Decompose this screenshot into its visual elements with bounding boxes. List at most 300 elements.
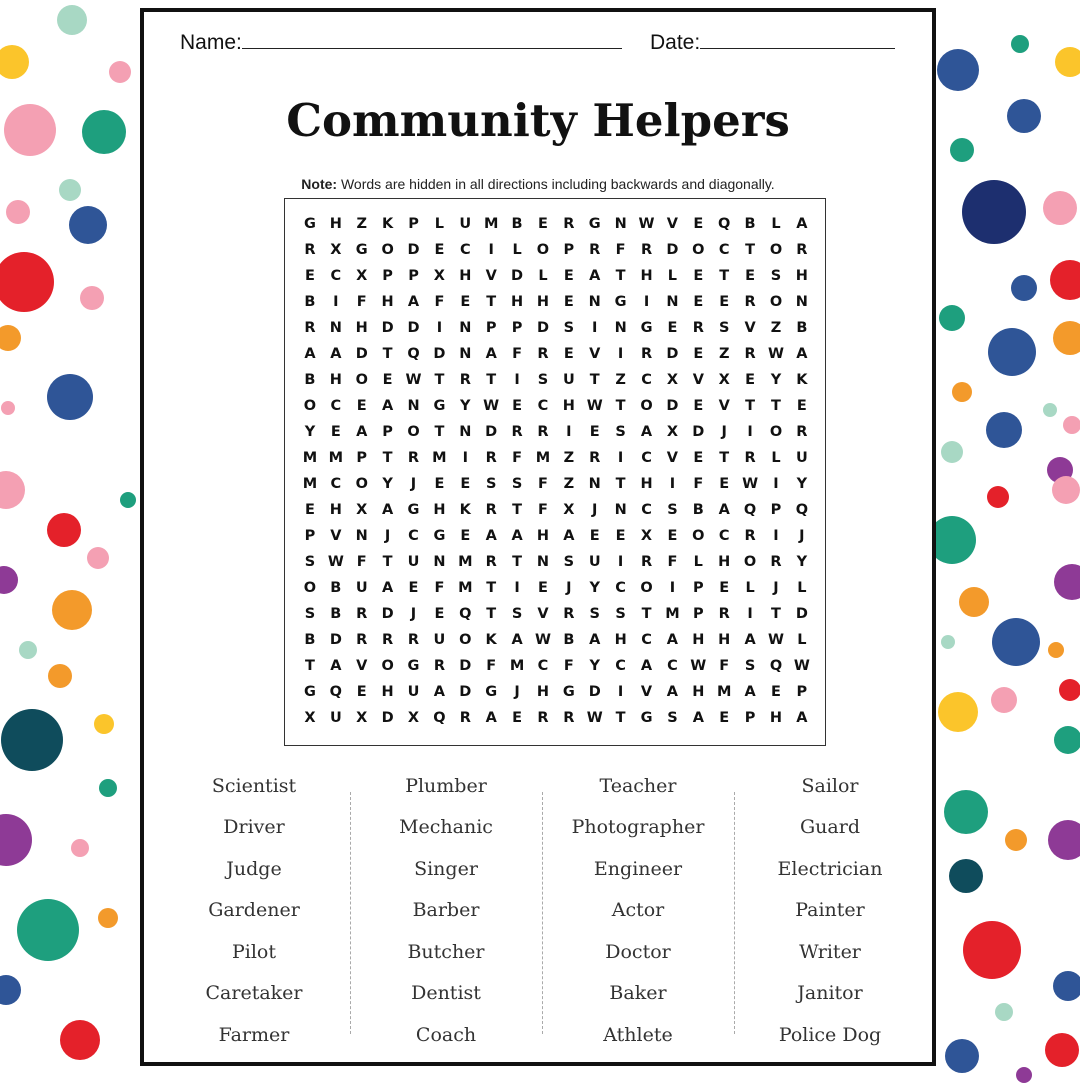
grid-letter: D	[407, 320, 420, 336]
grid-letter: T	[589, 372, 600, 388]
grid-letter: Y	[460, 398, 471, 414]
grid-letter: C	[641, 372, 652, 388]
grid-letter: W	[793, 658, 810, 674]
grid-letter: T	[771, 606, 781, 622]
grid-letter: Q	[743, 502, 757, 518]
word-list-item: Doctor	[605, 940, 671, 963]
grid-letter: A	[511, 528, 523, 544]
decorative-dot	[944, 790, 988, 834]
word-list-item: Janitor	[797, 982, 863, 1005]
grid-letter: H	[536, 294, 550, 310]
grid-letter: U	[407, 554, 420, 570]
grid-letter: Q	[769, 658, 783, 674]
grid-letter: P	[770, 502, 782, 518]
grid-letter: T	[512, 502, 523, 518]
grid-letter: F	[434, 294, 445, 310]
decorative-dot	[59, 179, 81, 201]
grid-letter: X	[563, 502, 575, 518]
grid-letter: E	[356, 684, 367, 700]
grid-letter: X	[718, 372, 730, 388]
grid-letter: R	[304, 320, 316, 336]
grid-letter: I	[514, 372, 520, 388]
grid-letter: F	[693, 476, 704, 492]
grid-letter: Q	[795, 502, 809, 518]
grid-letter: A	[640, 658, 653, 674]
word-list-item: Engineer	[593, 857, 683, 880]
word-list-item: Caretaker	[205, 982, 303, 1005]
grid-letter: N	[666, 294, 679, 310]
grid-letter: S	[589, 606, 600, 622]
grid-letter: K	[381, 216, 394, 232]
grid-letter: S	[485, 476, 497, 492]
grid-letter: N	[588, 476, 601, 492]
grid-letter: F	[356, 294, 367, 310]
grid-letter: E	[356, 398, 367, 414]
decorative-dot	[80, 286, 104, 310]
decorative-dot	[988, 328, 1036, 376]
grid-letter: N	[459, 424, 472, 440]
word-list-item: Butcher	[407, 940, 485, 963]
grid-letter: F	[356, 554, 367, 570]
grid-letter: Z	[718, 346, 730, 362]
grid-letter: R	[459, 372, 471, 388]
grid-letter: G	[407, 502, 420, 518]
word-list-item: Electrician	[777, 857, 883, 880]
grid-letter: X	[356, 268, 368, 284]
grid-letter: C	[408, 528, 419, 544]
grid-letter: E	[745, 372, 756, 388]
grid-letter: I	[488, 242, 494, 258]
decorative-dot	[986, 412, 1022, 448]
grid-letter: Y	[589, 658, 600, 674]
word-list-item: Sailor	[801, 775, 859, 797]
grid-letter: K	[485, 632, 497, 648]
grid-letter: W	[483, 398, 500, 414]
grid-letter: R	[459, 710, 471, 726]
grid-letter: U	[355, 580, 368, 596]
grid-letter: W	[586, 398, 603, 414]
grid-letter: X	[356, 710, 368, 726]
date-blank-line[interactable]	[700, 30, 895, 49]
grid-letter: J	[721, 424, 727, 440]
grid-letter: L	[771, 216, 781, 232]
grid-letter: M	[458, 580, 473, 596]
grid-letter: H	[718, 554, 731, 570]
grid-letter: I	[747, 424, 753, 440]
grid-letter: E	[382, 372, 393, 388]
grid-letter: B	[304, 632, 316, 648]
grid-letter: V	[666, 216, 679, 232]
word-list-item: Police Dog	[778, 1023, 882, 1046]
grid-letter: D	[381, 320, 394, 336]
grid-letter: R	[485, 554, 497, 570]
grid-letter: T	[434, 424, 445, 440]
decorative-dot	[0, 325, 21, 351]
grid-letter: O	[303, 398, 317, 414]
grid-letter: A	[485, 346, 497, 362]
grid-letter: T	[719, 268, 730, 284]
grid-letter: I	[773, 528, 779, 544]
word-list-item: Guard	[800, 816, 860, 839]
grid-letter: T	[486, 294, 497, 310]
grid-letter: R	[589, 242, 601, 258]
grid-letter: E	[538, 580, 548, 596]
grid-letter: C	[641, 450, 652, 466]
grid-letter: J	[592, 502, 598, 518]
decorative-dot	[959, 587, 989, 617]
grid-letter: S	[718, 320, 730, 336]
grid-letter: A	[796, 710, 808, 726]
grid-letter: P	[744, 710, 756, 726]
grid-letter: R	[407, 450, 420, 466]
grid-letter: T	[486, 580, 497, 596]
grid-letter: R	[485, 502, 497, 518]
decorative-dot	[1052, 476, 1080, 504]
grid-letter: A	[382, 580, 394, 596]
grid-letter: E	[304, 268, 315, 284]
grid-letter: T	[486, 606, 497, 622]
grid-letter: E	[563, 346, 574, 362]
word-list-item: Mechanic	[399, 816, 493, 839]
grid-letter: L	[693, 554, 703, 570]
grid-letter: G	[588, 216, 601, 232]
grid-letter: I	[333, 294, 339, 310]
grid-letter: R	[640, 554, 653, 570]
decorative-dot	[1048, 820, 1080, 860]
grid-letter: T	[486, 372, 497, 388]
grid-letter: X	[640, 528, 653, 544]
decorative-dot	[952, 382, 972, 402]
grid-letter: T	[615, 476, 626, 492]
grid-letter: D	[381, 710, 394, 726]
grid-letter: Z	[563, 476, 575, 492]
decorative-dot	[938, 692, 978, 732]
word-column	[158, 770, 350, 1060]
grid-letter: L	[797, 580, 807, 596]
grid-letter: E	[615, 528, 626, 544]
word-list-item: Farmer	[218, 1023, 290, 1046]
grid-letter: D	[588, 684, 601, 700]
word-list-item: Painter	[795, 899, 865, 922]
word-list-item: Judge	[226, 857, 282, 880]
grid-letter: I	[462, 450, 468, 466]
grid-letter: T	[512, 554, 523, 570]
decorative-dot	[1054, 726, 1080, 754]
grid-letter: W	[638, 216, 655, 232]
grid-letter: O	[692, 528, 705, 544]
grid-letter: A	[330, 346, 342, 362]
grid-letter: E	[745, 268, 756, 284]
grid-letter: B	[692, 502, 704, 518]
grid-letter: D	[381, 606, 394, 622]
grid-letter: E	[719, 710, 730, 726]
grid-letter: E	[304, 502, 315, 518]
grid-letter: H	[536, 528, 550, 544]
grid-letter: U	[329, 710, 342, 726]
grid-letter: V	[356, 658, 368, 674]
grid-letter: N	[614, 502, 627, 518]
grid-letter: B	[330, 606, 342, 622]
grid-letter: C	[537, 658, 549, 674]
grid-letter: A	[796, 216, 808, 232]
grid-letter: D	[666, 398, 679, 414]
word-search-grid-box	[284, 198, 826, 746]
grid-letter: D	[329, 632, 342, 648]
decorative-dot	[1055, 47, 1080, 77]
grid-letter: H	[640, 476, 653, 492]
grid-letter: N	[459, 320, 472, 336]
grid-letter: C	[459, 242, 471, 258]
grid-letter: T	[719, 450, 730, 466]
grid-letter: F	[538, 476, 548, 492]
grid-letter: V	[330, 528, 342, 544]
decorative-dot	[1007, 99, 1041, 133]
grid-letter: P	[692, 606, 704, 622]
grid-letter: M	[483, 216, 499, 232]
grid-letter: W	[690, 658, 707, 674]
grid-letter: A	[563, 528, 575, 544]
grid-letter: O	[769, 424, 783, 440]
grid-letter: B	[744, 216, 756, 232]
grid-letter: X	[666, 424, 678, 440]
note-body: Words are hidden in all directions including backwards and diagonally.	[337, 176, 775, 192]
grid-letter: I	[773, 476, 779, 492]
word-list-item: Pilot	[231, 940, 276, 963]
grid-letter: A	[666, 632, 679, 648]
grid-letter: F	[563, 658, 574, 674]
grid-letter: X	[407, 710, 420, 726]
decorative-dot	[6, 200, 30, 224]
grid-letter: Z	[615, 372, 626, 388]
grid-letter: J	[384, 528, 391, 544]
grid-letter: O	[769, 294, 783, 310]
grid-letter: A	[511, 632, 523, 648]
grid-letter: G	[303, 684, 316, 700]
grid-letter: R	[304, 242, 316, 258]
decorative-dot	[945, 1039, 979, 1073]
decorative-dot	[991, 687, 1017, 713]
grid-letter: E	[460, 294, 471, 310]
grid-letter: A	[356, 424, 368, 440]
grid-letter: L	[771, 450, 781, 466]
grid-letter: C	[718, 242, 730, 258]
grid-letter: R	[640, 346, 653, 362]
decorative-dot	[0, 45, 29, 79]
grid-letter: S	[563, 554, 575, 570]
grid-letter: T	[382, 554, 393, 570]
grid-letter: C	[330, 476, 342, 492]
decorative-dot	[1, 401, 15, 415]
grid-letter: H	[769, 710, 783, 726]
grid-letter: O	[692, 242, 705, 258]
decorative-dot	[0, 252, 54, 312]
grid-letter: B	[330, 580, 342, 596]
decorative-dot	[1, 709, 63, 771]
grid-letter: D	[666, 346, 679, 362]
grid-letter: O	[459, 632, 472, 648]
grid-letter: Y	[796, 554, 808, 570]
grid-letter: W	[327, 554, 344, 570]
grid-letter: A	[640, 424, 653, 440]
grid-letter: E	[667, 320, 678, 336]
grid-letter: C	[615, 658, 626, 674]
grid-letter: D	[692, 424, 705, 440]
decorative-dot	[939, 305, 965, 331]
grid-letter: Y	[770, 372, 782, 388]
grid-letter: P	[692, 580, 704, 596]
grid-letter: O	[640, 580, 653, 596]
grid-letter: I	[436, 320, 443, 336]
word-column	[734, 770, 926, 1060]
grid-letter: E	[563, 268, 574, 284]
grid-letter: N	[795, 294, 808, 310]
grid-letter: W	[767, 346, 784, 362]
grid-letter: M	[432, 450, 447, 466]
grid-letter: O	[640, 398, 653, 414]
grid-letter: C	[330, 398, 342, 414]
decorative-dot	[19, 641, 37, 659]
grid-letter: X	[356, 502, 368, 518]
decorative-dot	[52, 590, 92, 630]
word-list-item: Barber	[412, 899, 480, 922]
grid-letter: A	[589, 632, 601, 648]
grid-letter: T	[304, 658, 315, 674]
decorative-dot	[1011, 275, 1037, 301]
grid-letter: D	[795, 606, 808, 622]
decorative-dot	[1043, 191, 1077, 225]
grid-letter: A	[589, 268, 601, 284]
grid-letter: R	[356, 606, 368, 622]
decorative-dot	[950, 138, 974, 162]
decorative-dot	[71, 839, 89, 857]
grid-letter: E	[693, 216, 704, 232]
grid-letter: E	[460, 528, 471, 544]
grid-letter: N	[614, 320, 627, 336]
grid-letter: F	[434, 580, 445, 596]
decorative-dot	[1011, 35, 1029, 53]
grid-letter: E	[796, 398, 807, 414]
grid-letter: V	[485, 268, 497, 284]
decorative-dot	[0, 814, 32, 866]
grid-letter: W	[586, 710, 603, 726]
name-field[interactable]	[180, 30, 622, 55]
grid-letter: S	[667, 710, 678, 726]
grid-letter: R	[382, 632, 394, 648]
word-search-grid	[297, 211, 815, 731]
grid-letter: D	[511, 268, 524, 284]
grid-letter: V	[666, 450, 679, 466]
word-list-item: Dentist	[411, 982, 481, 1005]
grid-letter: C	[537, 398, 549, 414]
grid-letter: Q	[433, 710, 446, 726]
grid-letter: H	[381, 684, 394, 700]
page-title: Community Helpers	[286, 94, 790, 147]
grid-letter: G	[303, 216, 316, 232]
date-field[interactable]	[650, 30, 895, 55]
grid-letter: T	[382, 450, 393, 466]
grid-letter: N	[536, 554, 550, 570]
grid-letter: H	[381, 294, 394, 310]
grid-letter: R	[356, 632, 368, 648]
decorative-dot	[992, 618, 1040, 666]
grid-letter: E	[693, 294, 704, 310]
grid-letter: X	[330, 242, 342, 258]
grid-letter: A	[744, 632, 756, 648]
grid-letter: Y	[589, 580, 600, 596]
grid-letter: E	[538, 216, 548, 232]
word-list-item: Singer	[414, 857, 478, 880]
grid-letter: D	[459, 658, 472, 674]
grid-letter: J	[514, 684, 520, 700]
grid-letter: A	[433, 684, 446, 700]
grid-letter: P	[382, 268, 393, 284]
grid-letter: M	[328, 450, 344, 466]
grid-letter: D	[433, 346, 446, 362]
grid-letter: G	[355, 242, 368, 258]
grid-letter: H	[692, 632, 705, 648]
grid-letter: R	[537, 346, 549, 362]
grid-letter: H	[355, 320, 368, 336]
grid-letter: D	[459, 684, 472, 700]
grid-letter: P	[485, 320, 497, 336]
grid-letter: P	[382, 424, 393, 440]
grid-letter: O	[355, 372, 368, 388]
grid-letter: S	[615, 424, 626, 440]
grid-letter: U	[433, 632, 446, 648]
grid-letter: C	[641, 632, 652, 648]
grid-letter: D	[407, 242, 420, 258]
grid-letter: I	[643, 294, 650, 310]
grid-letter: R	[770, 554, 782, 570]
grid-letter: L	[538, 268, 548, 284]
grid-letter: W	[742, 476, 759, 492]
grid-letter: A	[304, 346, 316, 362]
grid-letter: P	[796, 684, 808, 700]
grid-letter: U	[407, 684, 420, 700]
decorative-dot	[120, 492, 136, 508]
grid-letter: E	[771, 684, 781, 700]
decorative-dot	[962, 180, 1026, 244]
grid-letter: P	[563, 242, 575, 258]
decorative-dot	[1048, 642, 1064, 658]
grid-letter: I	[617, 450, 624, 466]
date-label: Date:	[650, 31, 701, 54]
grid-letter: R	[433, 658, 445, 674]
grid-letter: E	[589, 424, 600, 440]
word-list-item: Coach	[415, 1023, 477, 1046]
grid-letter: J	[410, 476, 417, 492]
grid-letter: A	[382, 398, 394, 414]
grid-letter: H	[536, 684, 550, 700]
grid-letter: X	[666, 372, 678, 388]
grid-letter: E	[434, 476, 445, 492]
decorative-dot	[98, 908, 118, 928]
name-blank-line[interactable]	[242, 30, 622, 49]
grid-letter: R	[485, 450, 497, 466]
decorative-dot	[949, 859, 983, 893]
grid-letter: D	[536, 320, 549, 336]
grid-letter: O	[303, 580, 317, 596]
grid-letter: S	[304, 554, 316, 570]
grid-letter: N	[459, 346, 472, 362]
grid-letter: A	[718, 502, 730, 518]
grid-letter: T	[771, 398, 781, 414]
grid-letter: T	[641, 606, 652, 622]
header-row	[180, 30, 900, 62]
grid-letter: L	[745, 580, 755, 596]
grid-letter: E	[693, 346, 704, 362]
grid-letter: V	[692, 372, 704, 388]
